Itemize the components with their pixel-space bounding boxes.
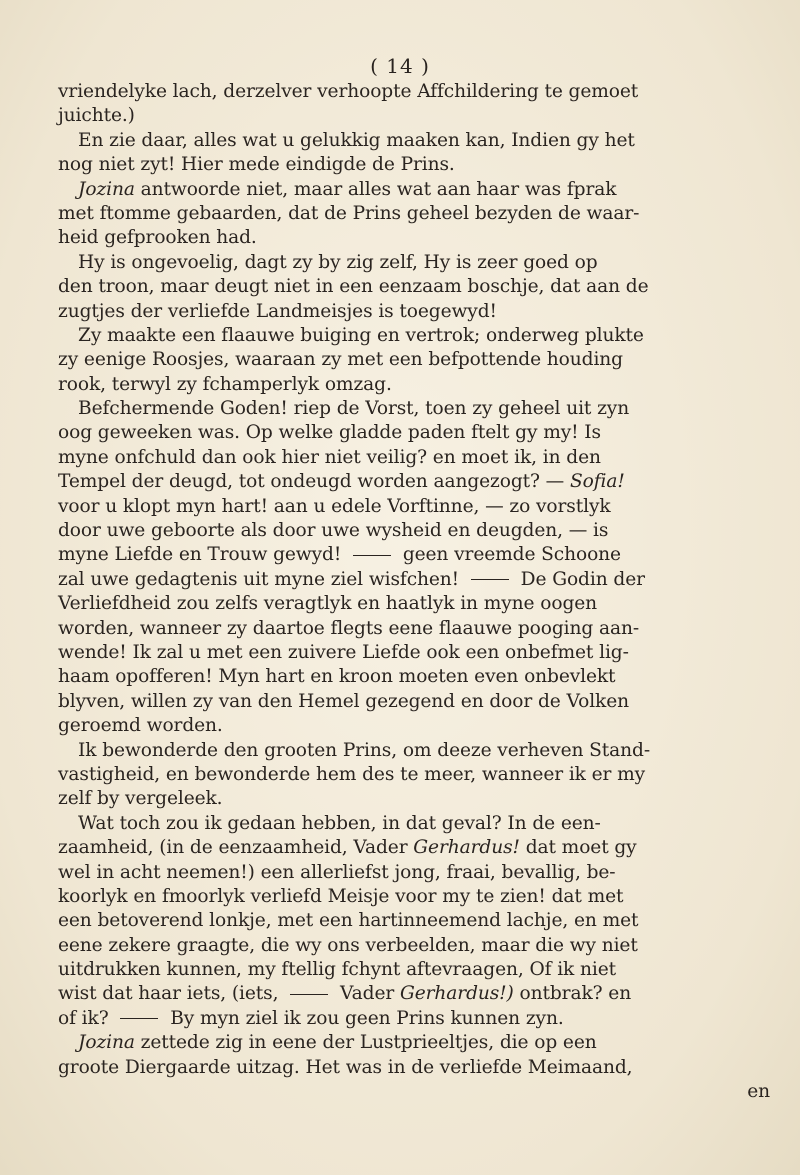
text-line: zelf by vergeleek. (58, 788, 223, 810)
text-line: Wat toch zou ik gedaan hebben, in dat geval? In de een- (78, 812, 601, 834)
text-line: Hy is ongevoelig, dagt zy by zig zelf, Hy is zeer goed op (78, 251, 598, 273)
text-line: zy eenige Roosjes, waaraan zy met een befpottende houding (58, 349, 623, 371)
text-line: zal uwe gedagtenis uit myne ziel wisfchen! De Godin der (58, 568, 645, 590)
text-line: myne Liefde en Trouw gewyd! geen vreemde Schoone (58, 544, 621, 566)
em-rule (120, 1018, 158, 1019)
text-line: en (747, 1081, 770, 1103)
text-line: wist dat haar iets, (iets, Vader Gerhardus!) ontbrak? en (58, 983, 632, 1005)
text-line: rook, terwyl zy fchamperlyk omzag. (58, 373, 392, 395)
text-line: En zie daar, alles wat u gelukkig maaken kan, Indien gy het (78, 129, 635, 151)
text-line: Tempel der deugd, tot ondeugd worden aangezogt? — Sofia! (58, 471, 625, 493)
text-line: uitdrukken kunnen, my ftellig fchynt aftevraagen, Of ik niet (58, 959, 617, 981)
text-line: blyven, willen zy van den Hemel gezegend en door de Volken (58, 690, 629, 712)
text-line: Zy maakte een flaauwe buiging en vertrok; onderweg plukte (78, 324, 644, 346)
text-line: Befchermende Goden! riep de Vorst, toen zy geheel uit zyn (78, 398, 630, 420)
text-line: geroemd worden. (58, 715, 223, 737)
text-line: door uwe geboorte als door uwe wysheid en deugden, — is (58, 520, 609, 542)
text-line: Jozina antwoorde niet, maar alles wat aan haar was fprak (78, 178, 617, 200)
text-line: vastigheid, en bewonderde hem des te meer, wanneer ik er my (58, 763, 646, 785)
text-line: oog geweeken was. Op welke gladde paden ftelt gy my! Is (58, 422, 601, 444)
text-line: den troon, maar deugt niet in een eenzaam boschje, dat aan de (58, 276, 649, 298)
text-line: worden, wanneer zy daartoe flegts eene flaauwe pooging aan- (58, 617, 640, 639)
em-rule (290, 994, 328, 995)
text-line: vriendelyke lach, derzelver verhoopte Affchildering te gemoet (58, 81, 639, 102)
page-number: ( 14 ) (370, 54, 430, 78)
em-rule (353, 555, 391, 556)
text-line: groote Diergaarde uitzag. Het was in de verliefde Meimaand, (58, 1056, 633, 1078)
text-line: zaamheid, (in de eenzaamheid, Vader Gerhardus! dat moet gy (58, 837, 637, 859)
em-rule (471, 579, 509, 580)
text-line: wende! Ik zal u met een zuivere Liefde ook een onbefmet lig- (58, 641, 629, 663)
text-line: heid gefprooken had. (58, 227, 257, 249)
text-line: met ftomme gebaarden, dat de Prins geheel bezyden de waar- (58, 202, 640, 224)
italic-name: Jozina (78, 178, 135, 200)
text-line: eene zekere graagte, die wy ons verbeelden, maar die wy niet (58, 934, 638, 956)
text-line: wel in acht neemen!) een allerliefst jong, fraai, bevallig, be- (58, 861, 616, 883)
text-line: zugtjes der verliefde Landmeisjes is toegewyd! (58, 300, 497, 322)
text-line: myne onfchuld dan ook hier niet veilig? en moet ik, in den (58, 446, 601, 468)
body-text (58, 80, 770, 1104)
text-line: Verliefdheid zou zelfs veragtlyk en haatlyk in myne oogen (58, 593, 598, 615)
italic-name: Gerhardus! (413, 837, 520, 859)
text-line: juichte.) (58, 105, 135, 127)
italic-name: Jozina (78, 1032, 135, 1054)
text-line: haam opofferen! Myn hart en kroon moeten even onbevlekt (58, 666, 616, 688)
text-line: Ik bewonderde den grooten Prins, om deeze verheven Stand- (78, 739, 651, 761)
text-line: Jozina zettede zig in eene der Lustprieeltjes, die op een (78, 1032, 597, 1054)
text-line: of ik? By myn ziel ik zou geen Prins kunnen zyn. (58, 1007, 564, 1029)
italic-name: Gerhardus!) (399, 983, 514, 1005)
italic-name: Sofia! (569, 471, 625, 493)
text-line: voor u klopt myn hart! aan u edele Vorftinne, — zo vorstlyk (58, 495, 611, 517)
text-line: nog niet zyt! Hier mede eindigde de Prins. (58, 154, 455, 176)
text-line: koorlyk en fmoorlyk verliefd Meisje voor my te zien! dat met (58, 885, 624, 907)
text-line: een betoverend lonkje, met een hartinneemend lachje, en met (58, 910, 639, 932)
